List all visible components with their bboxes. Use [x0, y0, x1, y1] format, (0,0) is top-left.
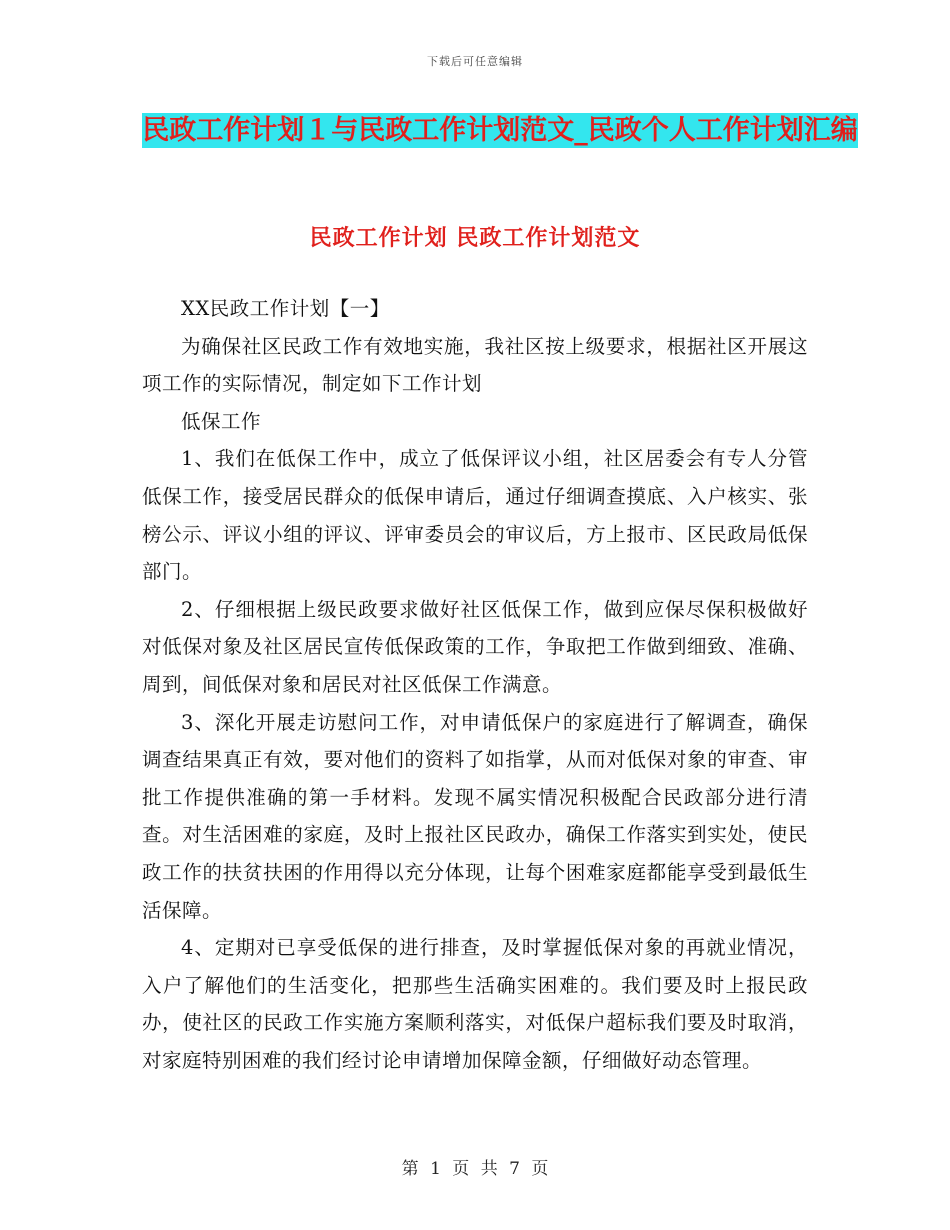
paragraph-heading: XX民政工作计划【一】	[181, 297, 390, 320]
paragraph-item-4: 4、定期对已享受低保的进行排查，及时掌握低保对象的再就业情况，入户了解他们的生活变化，把那些生活确实困难的。我们要及时上报民政办，使社区的民政工作实施方案顺利落实，对低保户超标我们要及时取消，对家庭特别困难的我们经讨论申请增加保障金额，仔细做好动态管理。	[142, 936, 808, 1072]
paragraph-item-1: 1、我们在低保工作中，成立了低保评议小组，社区居委会有专人分管低保工作，接受居民群众的低保申请后，通过仔细调查摸底、入户核实、张榜公示、评议小组的评议、评审委员会的审议后，方上报市、区民政局低保部门。	[142, 447, 808, 584]
section-heading-low-income: 低保工作	[181, 409, 262, 433]
document-title	[140, 108, 860, 154]
paragraph-intro: 为确保社区民政工作有效地实施，我社区按上级要求，根据社区开展这项工作的实际情况，制定如下工作计划	[142, 334, 808, 396]
document-title-text: 民政工作计划１与民政工作计划范文_民政个人工作计划汇编	[142, 115, 858, 146]
page-header-note: 下载后可任意编辑	[427, 55, 523, 68]
paragraph-item-2: 2、仔细根据上级民政要求做好社区低保工作，做到应保尽保积极做好对低保对象及社区居民宣传低保政策的工作，争取把工作做到细致、准确、周到，间低保对象和居民对社区低保工作满意。	[142, 597, 808, 696]
page-number-footer: 第 1 页 共 7 页	[401, 1159, 549, 1179]
document-body	[142, 290, 808, 1079]
document-subtitle: 民政工作计划 民政工作计划范文	[309, 225, 641, 251]
paragraph-item-3: 3、深化开展走访慰问工作，对申请低保户的家庭进行了解调查，确保调查结果真正有效，要对他们的资料了如指掌，从而对低保对象的审查、审批工作提供准确的第一手材料。发现不属实情况积极配合民政部分进行清查。对生活困难的家庭，及时上报社区民政办，确保工作落实到实处，使民政工作的扶贫扶困的作用得以充分体现，让每个困难家庭都能享受到最低生活保障。	[142, 710, 808, 922]
